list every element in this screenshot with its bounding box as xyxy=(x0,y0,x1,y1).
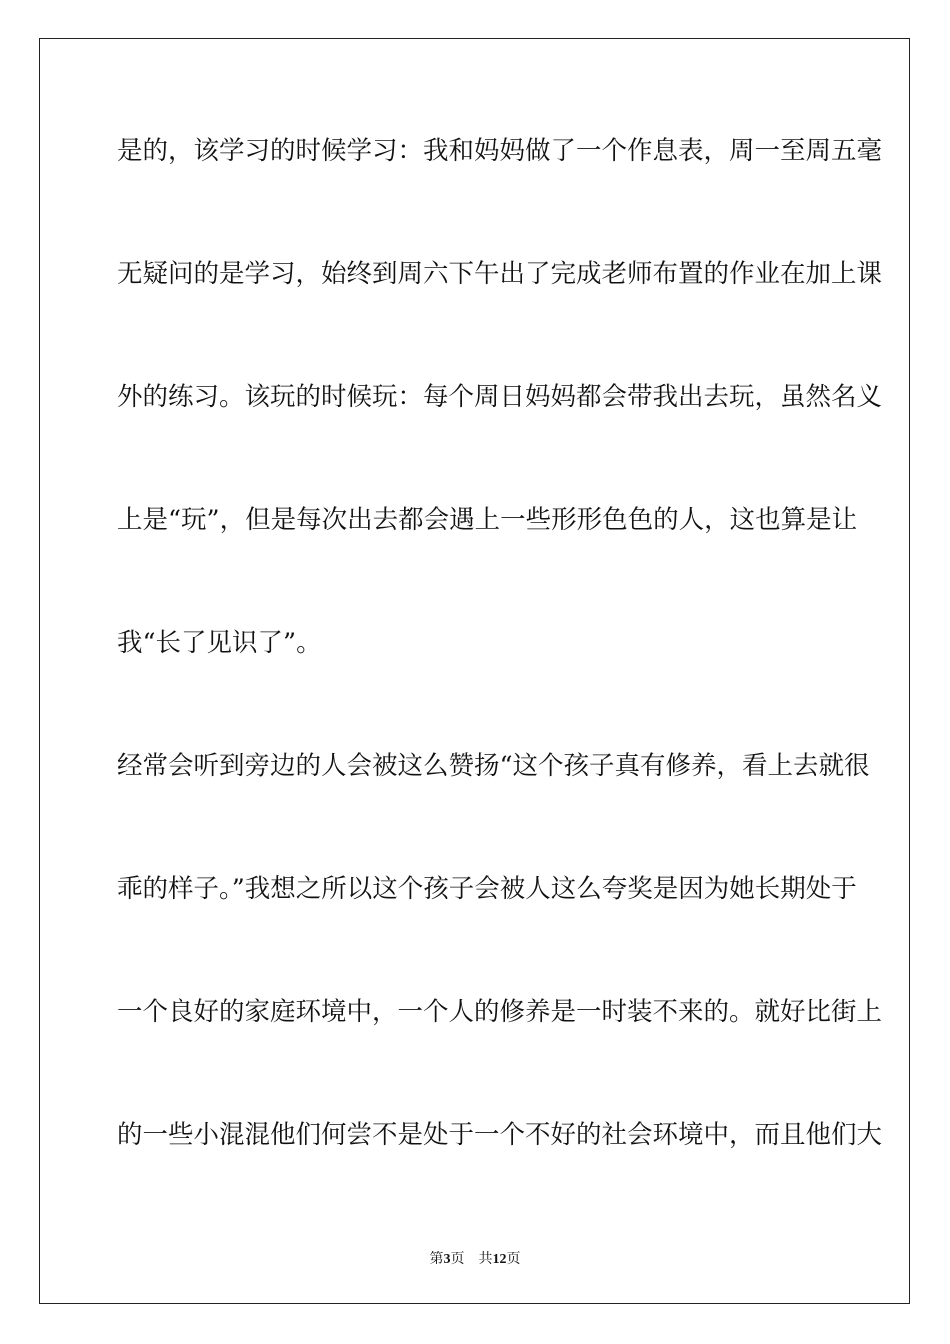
page-number: 3 xyxy=(443,1252,451,1267)
total-suffix: 页 xyxy=(506,1252,521,1267)
text-line-6: 经常会听到旁边的人会被这么赞扬“这个孩子真有修养，看上去就很 xyxy=(117,751,870,781)
total-prefix: 共 xyxy=(478,1252,493,1267)
text-line-4: 上是“玩”，但是每次出去都会遇上一些形形色色的人，这也算是让 xyxy=(117,505,858,535)
text-line-3: 外的练习。该玩的时候玩：每个周日妈妈都会带我出去玩，虽然名义 xyxy=(117,382,883,412)
text-line-2: 无疑问的是学习，始终到周六下午出了完成老师布置的作业在加上课 xyxy=(117,259,883,289)
text-line-9: 的一些小混混他们何尝不是处于一个不好的社会环境中，而且他们大 xyxy=(117,1120,883,1150)
text-line-7: 乖的样子。”我想之所以这个孩子会被人这么夸奖是因为她长期处于 xyxy=(117,874,857,904)
page-footer xyxy=(0,1248,950,1268)
page-border xyxy=(39,38,910,1304)
text-line-1: 是的，该学习的时候学习：我和妈妈做了一个作息表，周一至周五毫 xyxy=(117,136,883,166)
page-suffix: 页 xyxy=(450,1252,465,1267)
text-line-5: 我“长了见识了”。 xyxy=(117,628,322,658)
total-pages: 12 xyxy=(492,1252,507,1267)
text-line-8: 一个良好的家庭环境中，一个人的修养是一时装不来的。就好比街上 xyxy=(117,997,883,1027)
page-prefix: 第 xyxy=(429,1252,444,1267)
